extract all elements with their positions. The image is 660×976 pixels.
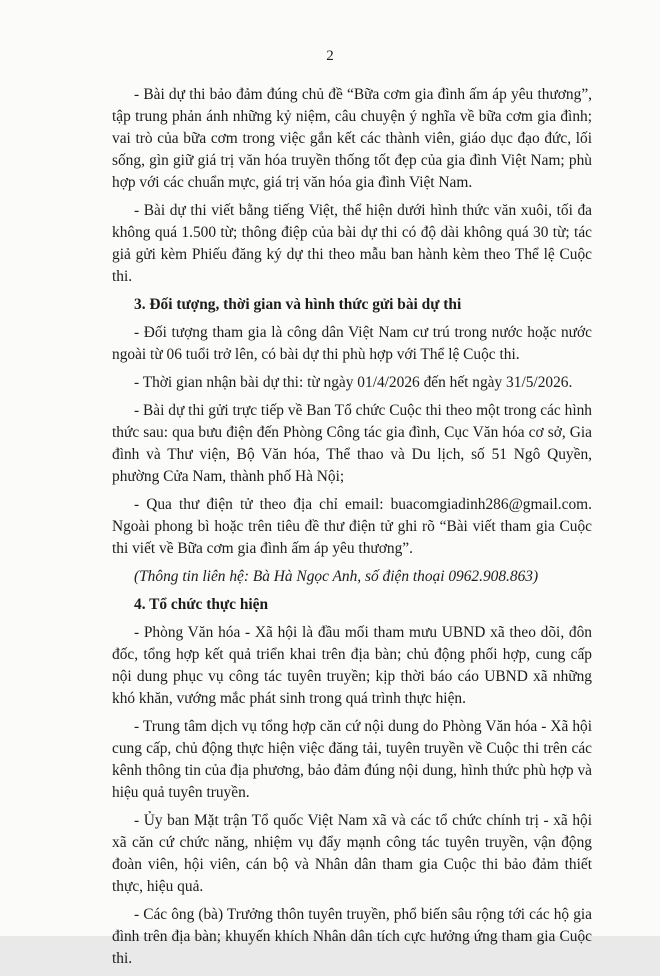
page-number: 2 <box>326 48 334 64</box>
paragraph-service-center: - Trung tâm dịch vụ tổng hợp căn cứ nội dung do Phòng Văn hóa - Xã hội cung cấp, chủ động thực hiện việc đăng tải, tuyên truyền về Cuộc thi trên các kênh thông tin của địa phương, bảo đảm đúng nội dung, hình thức phù hợp và hiệu quả tuyên truyền. <box>112 718 592 801</box>
contact-info: (Thông tin liên hệ: Bà Hà Ngọc Anh, số điện thoại 0962.908.863) <box>134 568 539 585</box>
paragraph-submission-post: - Bài dự thi gửi trực tiếp về Ban Tổ chức Cuộc thi theo một trong các hình thức sau: qua bưu điện đến Phòng Công tác gia đình, Cục Văn hóa cơ sở, Gia đình và Thư viện, Bộ Văn hóa, Thể thao và Du lịch, số 51 Ngô Quyền, phường Cửa Nam, thành phố Hà Nội; <box>112 402 592 485</box>
section-heading-4: 4. Tổ chức thực hiện <box>134 596 269 613</box>
paragraph-front-committee: - Ủy ban Mặt trận Tổ quốc Việt Nam xã và các tổ chức chính trị - xã hội xã căn cứ chức năng, nhiệm vụ đẩy mạnh công tác tuyên truyền, vận động đoàn viên, hội viên, cán bộ và Nhân dân tham gia Cuộc thi bảo đảm thiết thực, hiệu quả. <box>112 812 592 895</box>
paragraph-submission-time: - Thời gian nhận bài dự thi: từ ngày 01/4/2026 đến hết ngày 31/5/2026. <box>134 374 573 391</box>
paragraph-submission-email: - Qua thư điện tử theo địa chỉ email: buacomgiadinh286@gmail.com. Ngoài phong bì hoặc trên tiêu đề thư điện tử ghi rõ “Bài viết tham gia Cuộc thi viết về Bữa cơm gia đình ấm áp yêu thương”. <box>112 496 592 557</box>
paragraph-participants: - Đối tượng tham gia là công dân Việt Nam cư trú trong nước hoặc nước ngoài từ 06 tuổi trở lên, có bài dự thi phù hợp với Thể lệ Cuộc thi. <box>112 324 592 363</box>
paragraph-language-length: - Bài dự thi viết bằng tiếng Việt, thể hiện dưới hình thức văn xuôi, tối đa không quá 1.500 từ; thông điệp của bài dự thi có độ dài không quá 30 từ; tác giả gửi kèm Phiếu đăng ký dự thi theo mẫu ban hành kèm theo Thể lệ Cuộc thi. <box>112 202 592 285</box>
paragraph-village-heads: - Các ông (bà) Trưởng thôn tuyên truyền, phổ biến sâu rộng tới các hộ gia đình trên địa bàn; khuyến khích Nhân dân tích cực hưởng ứng tham gia Cuộc thi. <box>112 906 592 967</box>
document-body <box>112 84 592 976</box>
paragraph-culture-office: - Phòng Văn hóa - Xã hội là đầu mối tham mưu UBND xã theo dõi, đôn đốc, tổng hợp kết quả triển khai trên địa bàn; chủ động phối hợp, cung cấp nội dung phục vụ công tác tuyên truyền; kịp thời báo cáo UBND xã những khó khăn, vướng mắc phát sinh trong quá trình thực hiện. <box>112 624 592 707</box>
paragraph-topic-requirement: - Bài dự thi bảo đảm đúng chủ đề “Bữa cơm gia đình ấm áp yêu thương”, tập trung phản ánh những kỷ niệm, câu chuyện ý nghĩa về bữa cơm gia đình; vai trò của bữa cơm trong việc gắn kết các thành viên, giáo dục đạo đức, lối sống, gìn giữ giá trị văn hóa truyền thống tốt đẹp của gia đình Việt Nam; phù hợp với các chuẩn mực, giá trị văn hóa gia đình Việt Nam. <box>112 86 592 191</box>
section-heading-3: 3. Đối tượng, thời gian và hình thức gửi bài dự thi <box>134 296 462 313</box>
